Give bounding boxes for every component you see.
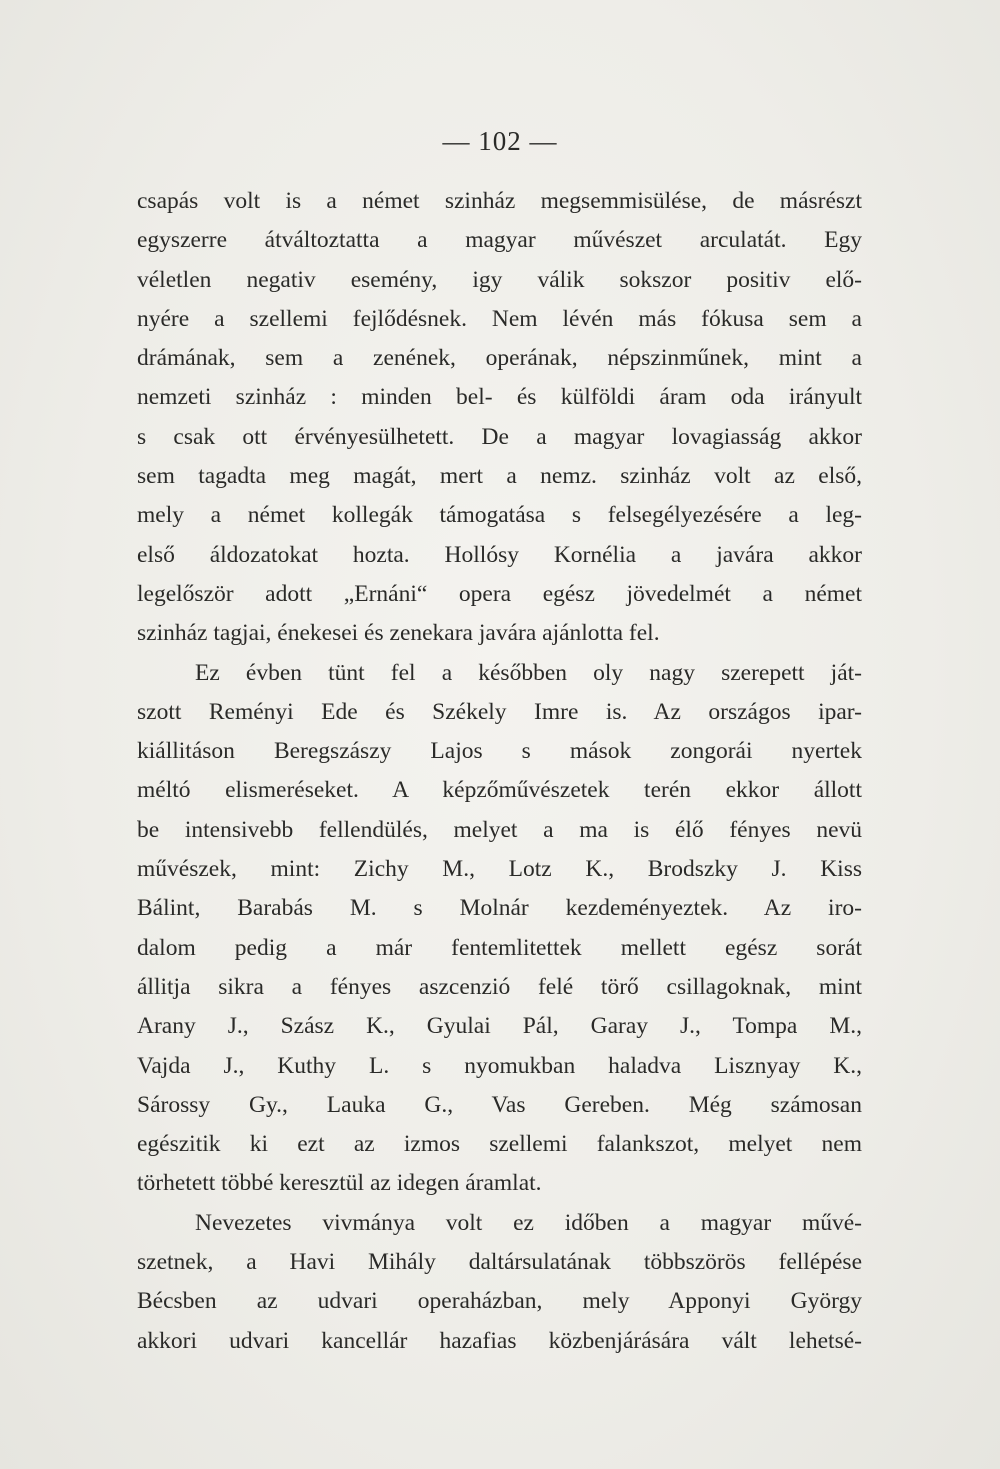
text-line: művészek, mint: Zichy M., Lotz K., Brodszky J. Kiss — [137, 856, 862, 883]
page-number: — 102 — — [442, 126, 558, 156]
text-line: szetnek, a Havi Mihály daltársulatának többszörös fellépése — [137, 1249, 862, 1276]
text-line: állitja sikra a fényes aszcenzió felé törő csillagoknak, mint — [137, 973, 862, 1000]
text-line: dalom pedig a már fentemlitettek mellett egész sorát — [137, 934, 862, 961]
text-line: akkori udvari kancellár hazafias közbenjárására vált lehetsé- — [137, 1327, 862, 1354]
text-line: kiállitáson Beregszászy Lajos s mások zongorái nyertek — [137, 738, 862, 765]
text-line: egészitik ki ezt az izmos szellemi falankszot, melyet nem — [137, 1131, 862, 1158]
text-line: mely a német kollegák támogatása s felsegélyezésére a leg- — [137, 502, 862, 529]
text-line: be intensivebb fellendülés, melyet a ma is élő fényes nevü — [137, 816, 862, 843]
text-line: Vajda J., Kuthy L. s nyomukban haladva Lisznyay K., — [137, 1052, 862, 1079]
text-line: egyszerre átváltoztatta a magyar művészet arculatát. Egy — [137, 227, 862, 254]
text-line: s csak ott érvényesülhetett. De a magyar lovagiasság akkor — [137, 423, 862, 450]
text-line: Ez évben tünt fel a későbben oly nagy szerepett ját- — [195, 659, 862, 686]
text-line: Bálint, Barabás M. s Molnár kezdeményeztek. Az iro- — [137, 895, 862, 922]
text-line: csapás volt is a német szinház megsemmisülése, de másrészt — [137, 188, 862, 214]
text-line: Bécsben az udvari operaházban, mely Apponyi György — [137, 1288, 862, 1315]
text-line: sem tagadta meg magát, mert a nemz. szinház volt az első, — [137, 463, 862, 490]
text-line: nemzeti szinház : minden bel- és külföldi áram oda irányult — [137, 384, 862, 411]
text-line: szott Reményi Ede és Székely Imre is. Az országos ipar- — [137, 698, 862, 725]
text-line: Arany J., Szász K., Gyulai Pál, Garay J., Tompa M., — [137, 1013, 862, 1040]
text-line: törhetett többé keresztül az idegen áramlat. — [137, 1170, 542, 1197]
text-line: legelőször adott „Ernáni“ opera egész jövedelmét a német — [137, 580, 862, 607]
text-line: szinház tagjai, énekesei és zenekara javára ajánlotta fel. — [137, 620, 660, 647]
text-line: Sárossy Gy., Lauka G., Vas Gereben. Még számosan — [137, 1091, 862, 1118]
text-line: véletlen negativ esemény, igy válik sokszor positiv elő- — [137, 266, 862, 293]
body-text — [137, 182, 862, 1361]
text-line: nyére a szellemi fejlődésnek. Nem lévén más fókusa sem a — [137, 305, 862, 332]
text-line: Nevezetes vivmánya volt ez időben a magyar művé- — [195, 1209, 862, 1236]
text-line: első áldozatokat hozta. Hollósy Kornélia a javára akkor — [137, 541, 862, 568]
text-line: méltó elismeréseket. A képzőművészetek terén ekkor állott — [137, 777, 862, 804]
text-line: drámának, sem a zenének, operának, népszinműnek, mint a — [137, 345, 862, 372]
